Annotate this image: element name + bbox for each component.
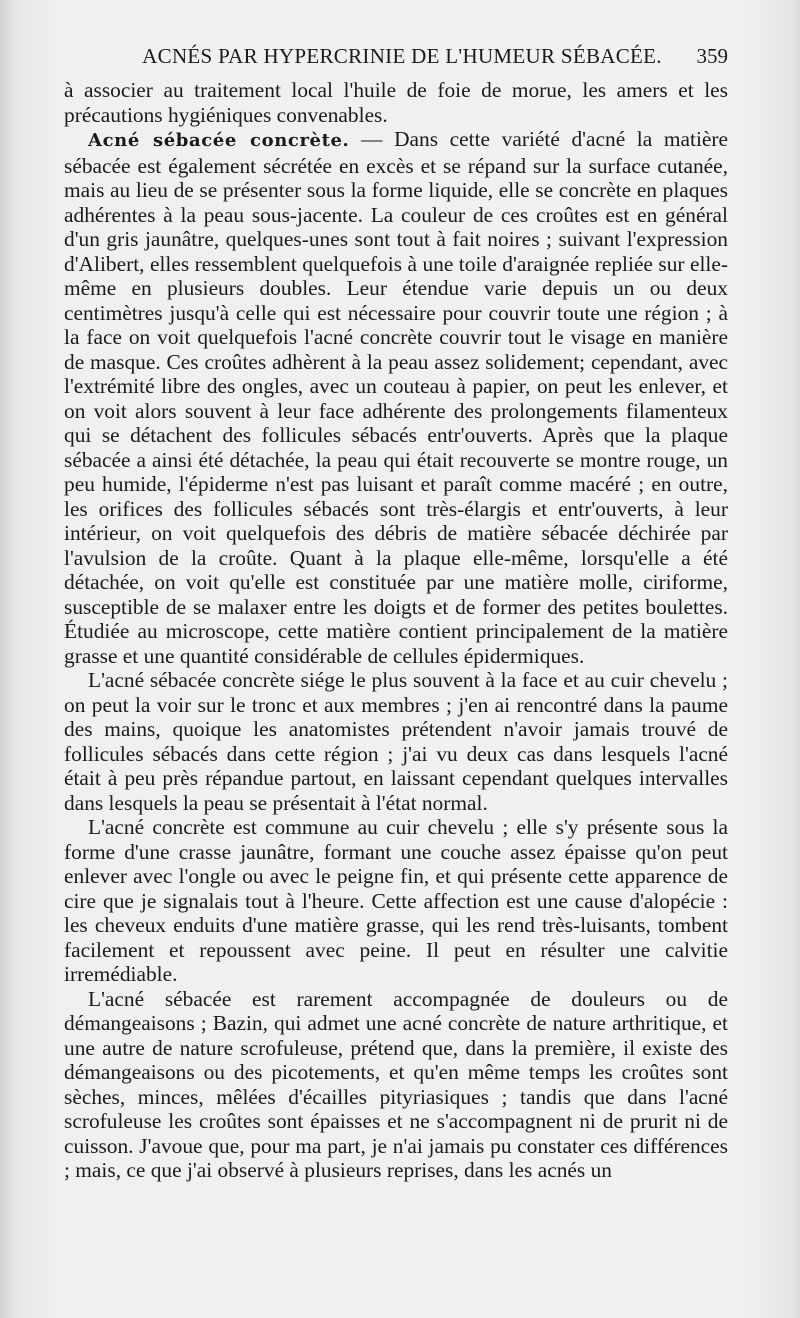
paragraph-continuation — [64, 78, 728, 127]
running-head — [64, 44, 740, 74]
running-title: ACNÉS PAR HYPERCRINIE DE L'HUMEUR SÉBACÉE. — [142, 44, 662, 68]
body-text — [64, 78, 728, 1183]
paragraph-acne-sebacee-concrete — [64, 127, 728, 668]
paragraph-text: à associer au traitement local l'huile de foie de morue, les amers et les précautions hygiéniques convenables. — [64, 78, 728, 127]
paragraph-text: L'acné sébacée concrète siége le plus souvent à la face et au cuir chevelu ; on peut la voir sur le tronc et aux membres ; j'en ai rencontré dans la paume des mains, quoique les anatomistes prétendent n'avoir jamais trouvé de follicules sébacés dans cette région ; j'ai vu deux cas dans lesquels l'acné était à peu près répandue partout, en laissant cependant quelques intervalles dans lesquels la peau se présentait à l'état normal. — [64, 668, 728, 815]
section-heading: Acné sébacée concrète. — [88, 130, 350, 151]
paragraph-text: — Dans cette variété d'acné la matière sébacée est également sécrétée en excès et se répand sur la surface cutanée, mais au lieu de se présenter sous la forme liquide, elle se concrète en plaques adhérentes à la peau sous-jacente. La couleur de ces croûtes est en général d'un gris jaunâtre, quelques-unes sont tout à fait noires ; suivant l'expression d'Alibert, elles ressemblent quelquefois à une toile d'araignée repliée sur elle-même en plusieurs doubles. Leur étendue varie depuis un ou deux centimètres jusqu'à celle qui est nécessaire pour couvrir toute une région ; à la face on voit quelquefois l'acné concrète couvrir tout le visage en manière de masque. Ces croûtes adhèrent à la peau assez solidement; cependant, avec l'extrémité libre des ongles, avec un couteau à papier, on peut les enlever, et on voit alors souvent à leur face adhérente des prolongements filamenteux qui se détachent des follicules sébacés entr'ouverts. Après que la plaque sébacée a ainsi été détachée, la peau qui était recouverte se montre rouge, un peu humide, l'épiderme n'est pas luisant et paraît comme macéré ; en outre, les orifices des follicules sébacés sont très-élargis et entr'ouverts, à leur intérieur, on voit quelquefois des débris de matière sébacée déchirée par l'avulsion de la croûte. Quant à la plaque elle-même, lorsqu'elle a été détachée, on voit qu'elle est constituée par une matière molle, ciriforme, susceptible de se malaxer entre les doigts et de former des petites boulettes. Étudiée au microscope, cette matière contient principalement de la matière grasse et une quantité considérable de cellules épidermiques. — [64, 127, 728, 668]
paragraph-text: L'acné sébacée est rarement accompagnée de douleurs ou de démangeaisons ; Bazin, qui admet une acné concrète de nature arthritique, et une autre de nature scrofuleuse, prétend que, dans la première, il existe des démangeaisons ou des picotements, et qu'en même temps les croûtes sont sèches, minces, mêlées d'écailles pityriasiques ; tandis que dans l'acné scrofuleuse les croûtes sont épaisses et ne s'accompagnent ni de prurit ni de cuisson. J'avoue que, pour ma part, je n'ai jamais pu constater ces différences ; mais, ce que j'ai observé à plusieurs reprises, dans les acnés un — [64, 986, 728, 1182]
paragraph-localisation — [64, 668, 728, 815]
paragraph-cuir-chevelu — [64, 815, 728, 987]
paragraph-symptomes — [64, 987, 728, 1183]
page-number: 359 — [696, 44, 728, 68]
paragraph-text: L'acné concrète est commune au cuir chevelu ; elle s'y présente sous la forme d'une crasse jaunâtre, formant une couche assez épaisse qu'on peut enlever avec l'ongle ou avec le peigne fin, et qui présente cette apparence de cire que je signalais tout à l'heure. Cette affection est une cause d'alopécie : les cheveux enduits d'une matière grasse, qui les rend très-luisants, tombent facilement et repoussent avec peine. Il peut en résulter une calvitie irremédiable. — [64, 815, 728, 986]
